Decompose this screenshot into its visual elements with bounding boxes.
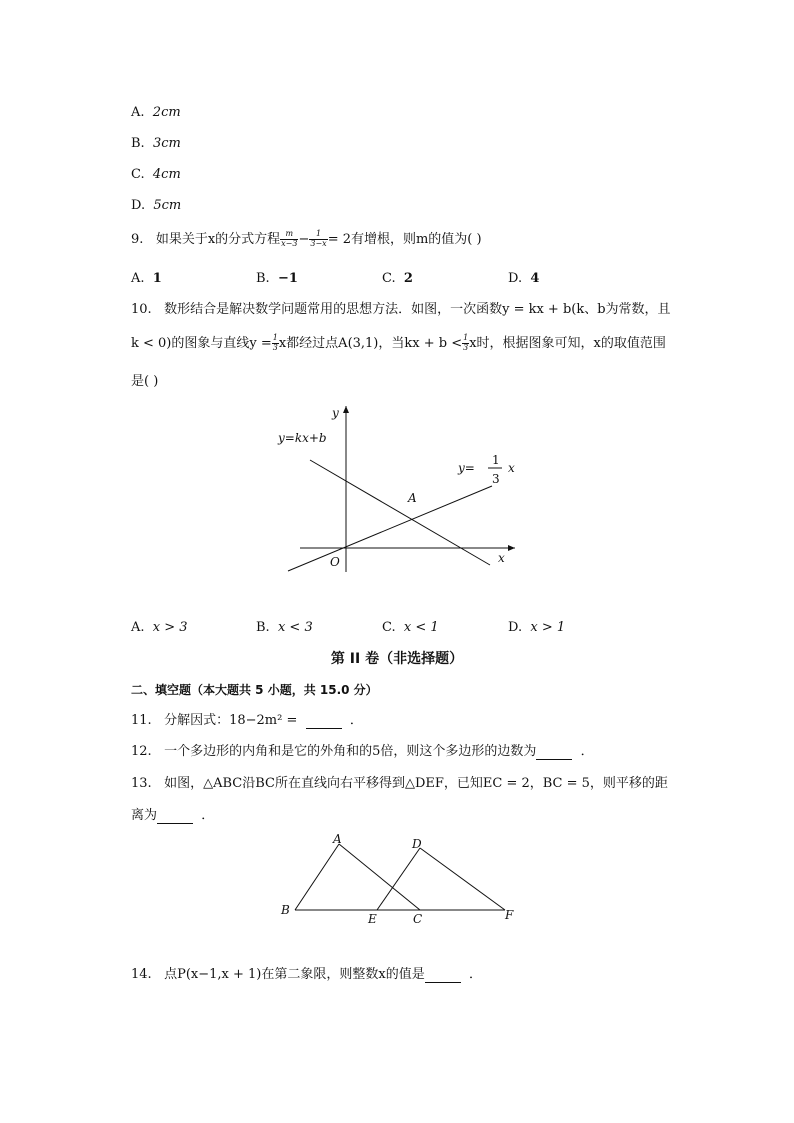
option-text: x > 3: [152, 620, 188, 635]
q10-text: x都经过点A(3,1)，当kx + b <: [278, 335, 463, 351]
q10-text: x时，根据图象可知，x的取值范围: [469, 335, 666, 351]
q10-line3: [131, 374, 158, 390]
question-number: 9.: [131, 231, 144, 247]
q8-option-d: [131, 198, 181, 214]
frac-num: 1: [272, 333, 278, 342]
q9-option-d: [508, 271, 539, 287]
q9-option-c: [382, 271, 413, 287]
question-number: 11.: [131, 713, 152, 728]
q14: [131, 967, 482, 983]
part2-title: 第 II 卷（非选择题）: [330, 651, 464, 667]
option-text: x < 3: [277, 620, 313, 635]
frac-den: 3: [272, 342, 278, 352]
q10-option-b: [256, 620, 313, 636]
option-letter: A.: [131, 620, 145, 635]
q12-text: 一个多边形的内角和是它的外角和的5倍，则这个多边形的边数为: [164, 744, 537, 759]
y-axis-label: y: [332, 406, 339, 420]
vertex-b-label: B: [281, 903, 290, 917]
q13-line1: [131, 776, 668, 792]
vertex-f-label: F: [505, 908, 514, 922]
option-text: 4cm: [152, 167, 181, 182]
option-letter: D.: [508, 271, 523, 286]
line-third-x: [288, 486, 492, 571]
option-letter: A.: [131, 105, 145, 120]
q10-frac-a: [272, 334, 279, 353]
vertex-e-label: E: [368, 912, 377, 926]
q10-graph: [270, 400, 530, 580]
q13-text: 如图，△ABC沿BC所在直线向右平移得到△DEF，已知EC = 2，BC = 5，则平移的距: [164, 776, 668, 791]
option-letter: C.: [382, 620, 396, 635]
q12: [131, 744, 594, 760]
option-text: x > 1: [530, 620, 566, 635]
q14-text: 点P(x−1,x + 1)在第二象限，则整数x的值是: [164, 967, 425, 982]
q13-triangle-figure: [275, 828, 525, 930]
option-letter: C.: [382, 271, 396, 286]
minus-sign: −: [298, 231, 310, 247]
q10-line1: [131, 302, 671, 318]
answer-blank[interactable]: [425, 970, 461, 983]
q8-option-b: [131, 136, 181, 152]
frac-den: x−3: [281, 238, 298, 248]
q13-text: 离为: [131, 808, 158, 823]
answer-blank[interactable]: [306, 716, 342, 729]
frac-num: m: [280, 230, 298, 240]
q10-text: 是( ): [131, 374, 159, 389]
side-ab: [295, 844, 339, 910]
line2-frac-den: 3: [492, 472, 500, 486]
frac-den: 3: [463, 342, 469, 352]
q12-end: ．: [580, 744, 594, 759]
q13-line2: [131, 808, 214, 824]
q9-text-before: 如果关于x的分式方程: [155, 231, 281, 247]
option-text: 3cm: [152, 136, 181, 151]
x-axis-label: x: [498, 551, 505, 565]
q9-frac1: [280, 230, 298, 249]
line2-label-suffix: x: [508, 461, 515, 475]
option-text: 2cm: [152, 105, 181, 120]
q9-frac2: [309, 230, 327, 249]
vertex-c-label: C: [413, 912, 423, 926]
q9-stem: [131, 230, 482, 249]
q8-option-c: [131, 167, 181, 183]
q11-end: ．: [349, 713, 363, 728]
origin-label: O: [330, 555, 340, 569]
q11-text: 分解因式：18−2m² =: [164, 713, 298, 728]
side-de: [377, 848, 420, 910]
side-ac: [339, 844, 420, 910]
vertex-a-label: A: [333, 832, 342, 846]
frac-den: 3−x: [310, 238, 327, 248]
question-number: 13.: [131, 776, 152, 791]
question-number: 14.: [131, 967, 152, 982]
line-kx-b: [310, 460, 490, 565]
question-number: 10.: [131, 302, 152, 317]
section2-title: 二、填空题（本大题共 5 小题，共 15.0 分）: [131, 683, 378, 697]
q10-option-c: [382, 620, 439, 636]
q10-option-a: [131, 620, 188, 636]
option-text: 4: [530, 271, 540, 286]
q8-option-a: [131, 105, 181, 121]
answer-blank[interactable]: [536, 747, 572, 760]
q9-text-after: = 2有增根，则m的值为( ): [327, 231, 482, 247]
option-letter: B.: [256, 271, 270, 286]
option-letter: D.: [508, 620, 523, 635]
q10-line2: [131, 334, 666, 353]
option-text: −1: [277, 271, 298, 286]
q10-text: 数形结合是解决数学问题常用的思想方法．如图，一次函数y = kx + b(k、b为常数，且: [164, 302, 671, 317]
q10-text: k < 0)的图象与直线y =: [131, 335, 272, 351]
side-df: [420, 848, 505, 910]
q10-option-d: [508, 620, 565, 636]
q9-option-a: [131, 271, 162, 287]
q11: [131, 713, 363, 729]
q14-end: ．: [468, 967, 482, 982]
line2-frac-num: 1: [492, 453, 500, 467]
line1-label: y=kx+b: [278, 431, 327, 445]
option-text: 5cm: [153, 198, 182, 213]
option-text: 1: [152, 271, 162, 286]
point-a-label: A: [408, 491, 417, 505]
option-letter: D.: [131, 198, 146, 213]
option-letter: C.: [131, 167, 145, 182]
option-text: 2: [403, 271, 413, 286]
option-text: x < 1: [403, 620, 439, 635]
q13-end: ．: [201, 808, 215, 823]
answer-blank[interactable]: [157, 811, 193, 824]
option-letter: A.: [131, 271, 145, 286]
frac-num: 1: [463, 333, 469, 342]
option-letter: B.: [131, 136, 145, 151]
vertex-d-label: D: [412, 837, 422, 851]
frac-num: 1: [309, 230, 327, 240]
option-letter: B.: [256, 620, 270, 635]
line2-label-prefix: y=: [458, 461, 475, 475]
question-number: 12.: [131, 744, 152, 759]
q9-option-b: [256, 271, 298, 287]
